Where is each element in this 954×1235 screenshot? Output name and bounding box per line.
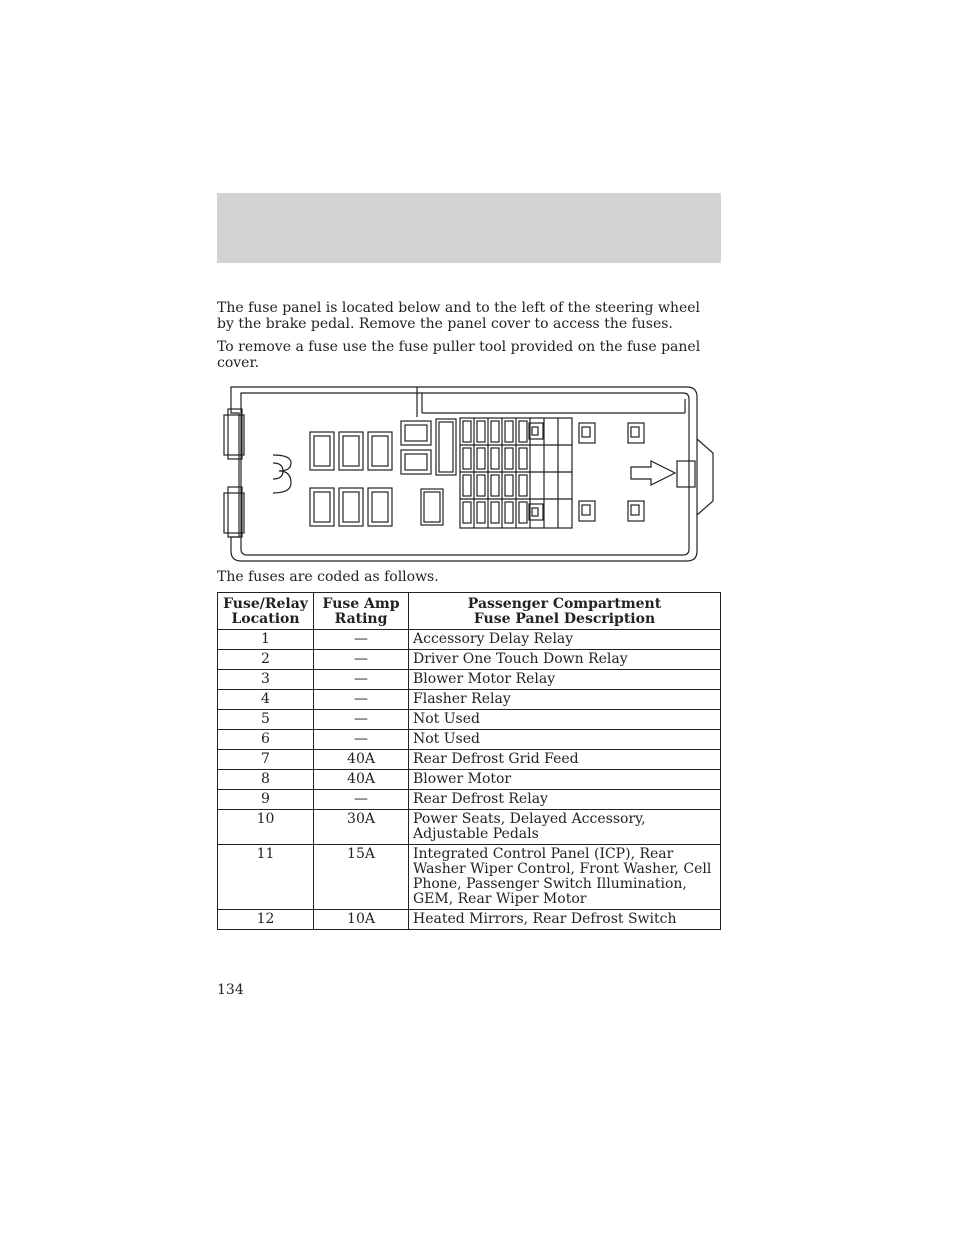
fuse-amp: 30A [314, 810, 409, 845]
fuse-location: 5 [218, 710, 314, 730]
fuse-amp: — [314, 650, 409, 670]
table-row [218, 730, 721, 750]
table-row [218, 790, 721, 810]
fuse-description: Heated Mirrors, Rear Defrost Switch [409, 910, 721, 930]
header-amp-rating: Fuse Amp Rating [314, 593, 409, 630]
fuse-panel-diagram [217, 383, 721, 565]
fuse-amp: 15A [314, 845, 409, 910]
table-row [218, 770, 721, 790]
table-header-row [218, 593, 721, 630]
fuse-amp: 10A [314, 910, 409, 930]
intro-paragraph-location: The fuse panel is located below and to the left of the steering wheel by the brake pedal. Remove the panel cover to access the fuses. [217, 300, 701, 332]
fuse-location: 3 [218, 670, 314, 690]
fuse-description: Rear Defrost Relay [409, 790, 721, 810]
table-row [218, 710, 721, 730]
table-row [218, 690, 721, 710]
fuse-amp: — [314, 730, 409, 750]
header-location: Fuse/Relay Location [218, 593, 314, 630]
table-row [218, 750, 721, 770]
fuse-description: Driver One Touch Down Relay [409, 650, 721, 670]
fuse-amp: — [314, 690, 409, 710]
fuse-location: 7 [218, 750, 314, 770]
fuse-amp: — [314, 790, 409, 810]
fuse-description: Not Used [409, 710, 721, 730]
header-description: Passenger Compartment Fuse Panel Description [409, 593, 721, 630]
fuse-description: Blower Motor Relay [409, 670, 721, 690]
fuse-amp: — [314, 710, 409, 730]
table-row [218, 630, 721, 650]
page-number: 134 [217, 982, 244, 998]
fuse-description: Accessory Delay Relay [409, 630, 721, 650]
fuse-amp: 40A [314, 750, 409, 770]
table-row [218, 910, 721, 930]
fuse-amp: — [314, 670, 409, 690]
fuse-location: 12 [218, 910, 314, 930]
fuse-location: 4 [218, 690, 314, 710]
fuse-location: 6 [218, 730, 314, 750]
table-row [218, 845, 721, 910]
table-row [218, 670, 721, 690]
intro-paragraph-removal: To remove a fuse use the fuse puller tool provided on the fuse panel cover. [217, 339, 701, 371]
fuse-location: 8 [218, 770, 314, 790]
fuse-location: 1 [218, 630, 314, 650]
fuse-table [217, 592, 721, 930]
fuse-coding-caption: The fuses are coded as follows. [217, 569, 439, 585]
fuse-location: 10 [218, 810, 314, 845]
table-row [218, 650, 721, 670]
fuse-location: 11 [218, 845, 314, 910]
fuse-description: Blower Motor [409, 770, 721, 790]
fuse-description: Rear Defrost Grid Feed [409, 750, 721, 770]
section-header-band [217, 193, 721, 263]
fuse-description: Integrated Control Panel (ICP), Rear Washer Wiper Control, Front Washer, Cell Phone, Passenger Switch Illumination, GEM, Rear Wiper Motor [409, 845, 721, 910]
fuse-description: Power Seats, Delayed Accessory, Adjustable Pedals [409, 810, 721, 845]
fuse-description: Flasher Relay [409, 690, 721, 710]
fuse-description: Not Used [409, 730, 721, 750]
fuse-location: 2 [218, 650, 314, 670]
table-row [218, 810, 721, 845]
fuse-amp: — [314, 630, 409, 650]
fuse-location: 9 [218, 790, 314, 810]
fuse-amp: 40A [314, 770, 409, 790]
